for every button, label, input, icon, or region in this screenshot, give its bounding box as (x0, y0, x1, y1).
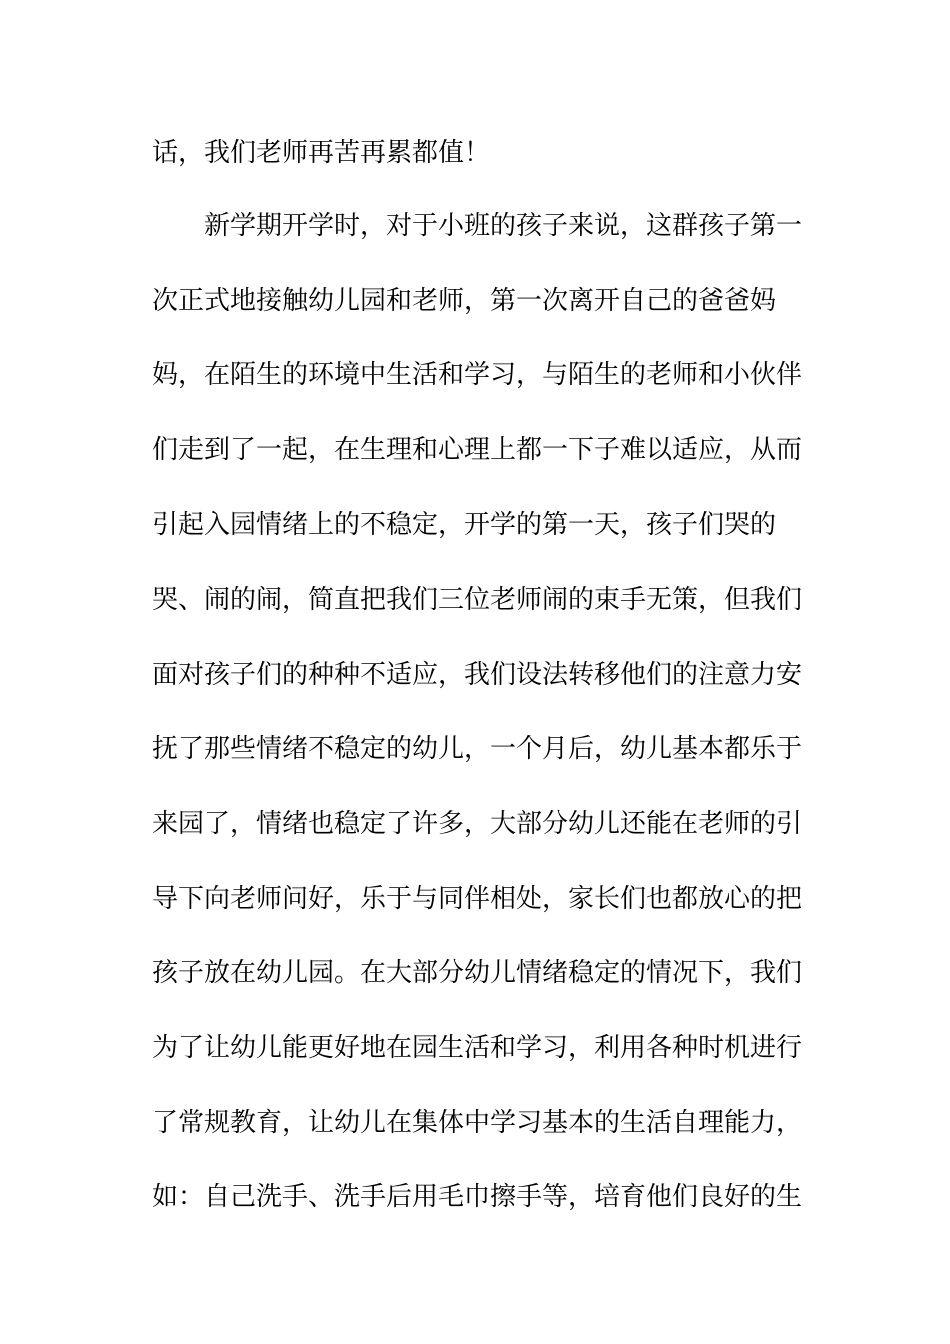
text-line: 们走到了一起，在生理和心理上都一下子难以适应，从而 (152, 435, 803, 465)
text-line: 来园了，情绪也稳定了许多，大部分幼儿还能在老师的引 (152, 809, 803, 839)
text-line: 次正式地接触幼儿园和老师，第一次离开自己的爸爸妈 (152, 286, 777, 316)
text-line: 面对孩子们的种种不适应，我们设法转移他们的注意力安 (152, 660, 803, 690)
text-line: 导下向老师问好，乐于与同伴相处，家长们也都放心的把 (152, 884, 803, 914)
text-line: 妈，在陌生的环境中生活和学习，与陌生的老师和小伙伴 (152, 360, 803, 390)
text-line: 话，我们老师再苦再累都值！ (152, 138, 491, 168)
text-line: 如：自己洗手、洗手后用毛巾擦手等，培育他们良好的生 (152, 1182, 803, 1212)
paragraph-first-line: 新学期开学时，对于小班的孩子来说，这群孩子第一 (204, 211, 803, 241)
text-line: 了常规教育，让幼儿在集体中学习基本的生活自理能力， (152, 1108, 803, 1138)
text-line: 哭、闹的闹，简直把我们三位老师闹的束手无策，但我们 (152, 585, 803, 615)
text-line: 引起入园情绪上的不稳定，开学的第一天，孩子们哭的 (152, 510, 777, 540)
text-line: 为了让幼儿能更好地在园生活和学习，利用各种时机进行 (152, 1033, 803, 1063)
text-line: 孩子放在幼儿园。在大部分幼儿情绪稳定的情况下，我们 (152, 958, 803, 988)
text-line: 抚了那些情绪不稳定的幼儿，一个月后，幼儿基本都乐于 (152, 734, 803, 764)
